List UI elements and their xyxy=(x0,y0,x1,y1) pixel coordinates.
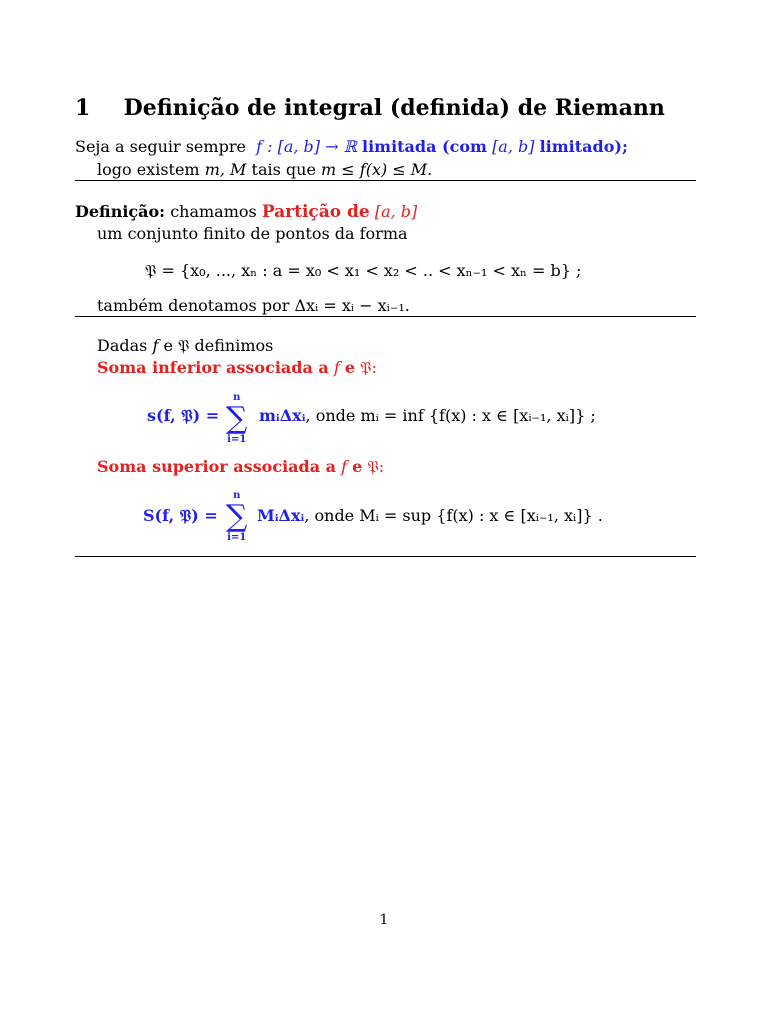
upper-sum-f: f xyxy=(341,457,348,476)
lower-sum-rhs xyxy=(259,406,596,426)
lower-sum-f: f xyxy=(333,358,340,377)
intro-line-1 xyxy=(75,137,628,157)
upper-sum-top: n xyxy=(233,490,241,501)
divider-3 xyxy=(75,556,696,557)
lower-sum-P: 𝔓: xyxy=(360,358,377,377)
upper-sum-title-line xyxy=(97,457,384,477)
intro-prefix: Seja a seguir sempre xyxy=(75,137,246,156)
upper-sum-sigma xyxy=(226,490,247,544)
sigma-icon: ∑ xyxy=(226,401,248,436)
intro-limitado: limitado); xyxy=(539,137,628,156)
lower-sum-sigma xyxy=(226,392,247,446)
sigma-icon: ∑ xyxy=(226,499,248,534)
upper-sum-rest: , onde Mᵢ = sup {f(x) : x ∈ [xᵢ₋₁, xᵢ]} . xyxy=(304,506,603,525)
upper-sum-P: 𝔓: xyxy=(367,457,385,476)
intro-logo-existem: logo existem xyxy=(97,160,200,179)
definition-chamamos: chamamos xyxy=(170,202,257,221)
section-number: 1 xyxy=(75,95,91,121)
lower-sum-rest: , onde mᵢ = inf {f(x) : x ∈ [xᵢ₋₁, xᵢ]} ; xyxy=(305,406,596,425)
upper-sum-rhs xyxy=(257,506,603,526)
section-heading xyxy=(75,94,665,122)
lower-sum-title-line xyxy=(97,358,377,378)
dadas-e: e xyxy=(163,336,173,355)
lower-sum-top: n xyxy=(233,392,241,403)
lower-sum-bottom: i=1 xyxy=(227,434,247,445)
section-title: Definição de integral (definida) de Riemann xyxy=(123,95,665,121)
intro-line-2 xyxy=(97,160,432,180)
definition-tambem: também denotamos por Δxᵢ = xᵢ − xᵢ₋₁. xyxy=(97,296,410,315)
lower-sum-term: mᵢΔxᵢ xyxy=(259,406,306,425)
page-number: 1 xyxy=(379,912,389,928)
dadas-text: Dadas xyxy=(97,336,148,355)
intro-limitada: limitada (com xyxy=(362,137,487,156)
definition-particao: Partição de xyxy=(261,202,370,222)
dadas-P: 𝔓 xyxy=(178,336,190,355)
upper-sum-term: MᵢΔxᵢ xyxy=(257,506,305,525)
upper-sum-e: e xyxy=(352,457,363,476)
dadas-line xyxy=(97,336,273,356)
intro-mM: m, M xyxy=(204,160,247,179)
intro-interval: [a, b] xyxy=(492,137,535,156)
upper-sum-bottom: i=1 xyxy=(227,532,247,543)
definition-line-2: um conjunto finito de pontos da forma xyxy=(97,224,408,243)
dadas-f: f xyxy=(152,336,159,355)
divider-2 xyxy=(75,316,696,317)
lower-sum-title: Soma inferior associada a xyxy=(97,358,329,377)
lower-sum-lhs: s(f, 𝔓) = xyxy=(147,406,220,425)
upper-sum-lhs: S(f, 𝔓) = xyxy=(143,506,218,525)
lower-sum-e: e xyxy=(344,358,356,377)
definition-interval: [a, b] xyxy=(374,202,418,221)
partition-formula: 𝔓 = {x₀, ..., xₙ : a = x₀ < x₁ < x₂ < .. < xₙ₋₁ < xₙ = b} ; xyxy=(145,261,582,280)
definition-line-1 xyxy=(75,202,417,222)
dadas-definimos: definimos xyxy=(194,336,274,355)
intro-inequality: m ≤ f(x) ≤ M. xyxy=(321,160,433,179)
upper-sum-title: Soma superior associada a xyxy=(97,457,337,476)
intro-tais-que: tais que xyxy=(251,160,316,179)
definition-label: Definição: xyxy=(75,202,166,221)
intro-map: f : [a, b] → ℝ xyxy=(256,137,357,156)
divider-1 xyxy=(75,180,696,181)
